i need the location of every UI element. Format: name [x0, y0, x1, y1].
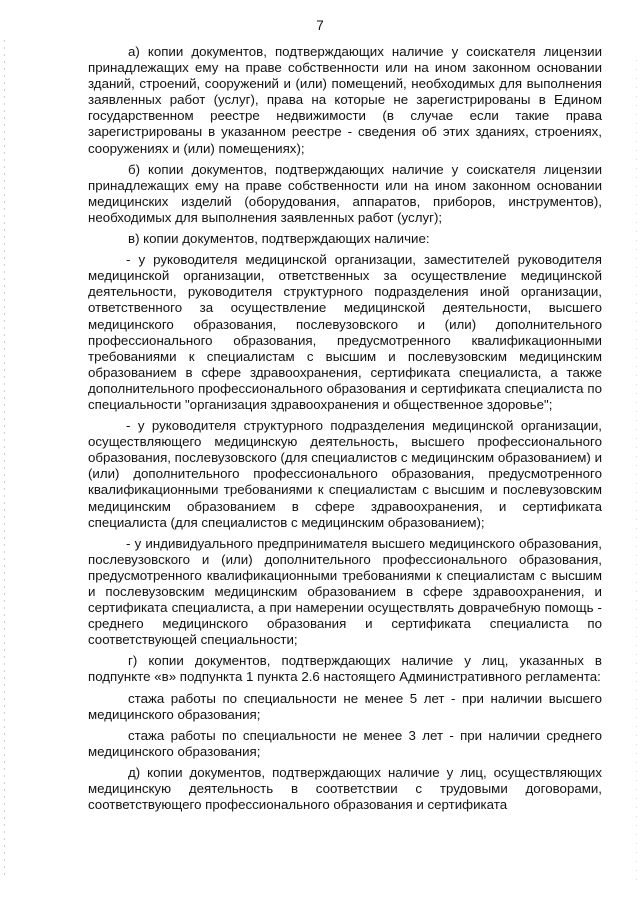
list-item-head-of-organization: - у руководителя медицинской организации, заместителей руководителя медицинской организации, ответственных за осуществление медицинской деятельности, руководителя структурного подразделения иной организации, ответственного за осуществление медицинской деятельности, высшего медицинского образования, послевузовского и (или) дополнительного профессионального образования, предусмотренного квалификационными требованиями к специалистам с высшим и послевузовским медицинским образованием в сфере здравоохранения, сертификата специалиста, а также дополнительного профессионального образования и сертификата специалиста по специальности "организация здравоохранения и общественное здоровье"; [88, 252, 602, 412]
page-number: 7 [316, 18, 324, 33]
paragraph-g: г) копии документов, подтверждающих наличие у лиц, указанных в подпункте «в» подпункта 1 пункта 2.6 настоящего Административного регламента: [88, 653, 602, 685]
list-item-experience-secondary: стажа работы по специальности не менее 3 лет - при наличии среднего медицинского образования; [88, 727, 602, 759]
list-item-individual-entrepreneur: - у индивидуального предпринимателя высшего медицинского образования, послевузовского и (или) дополнительного профессионального образования, предусмотренного квалификационными требованиями к специалистам с высшим и послевузовским медицинским образованием в сфере здравоохранения, и сертификата специалиста, а при намерении осуществлять доврачебную помощь - среднего медицинского образования и сертификата специалиста по соответствующей специальности; [88, 535, 602, 648]
list-item-experience-higher: стажа работы по специальности не менее 5 лет - при наличии высшего медицинского образования; [88, 690, 602, 722]
paragraph-d: д) копии документов, подтверждающих наличие у лиц, осуществляющих медицинскую деятельность в соответствии с трудовыми договорами, соответствующего профессионального образования и сертификата [88, 764, 602, 813]
scan-edge-right [636, 60, 637, 880]
document-body [88, 44, 602, 818]
paragraph-b: б) копии документов, подтверждающих наличие у соискателя лицензии принадлежащих ему на праве собственности или на ином законном основании медицинских изделий (оборудования, аппаратов, приборов, инструментов), необходимых для выполнения заявленных работ (услуг); [88, 161, 602, 225]
scan-edge-left [4, 40, 5, 880]
list-item-head-of-unit: - у руководителя структурного подразделения медицинской организации, осуществляющего медицинскую деятельность, высшего профессионального образования, послевузовского (для специалистов с медицинским образованием) и (или) дополнительного профессионального образования, предусмотренного квалификационными требованиями к специалистам с высшим и послевузовским медицинским образованием в сфере здравоохранения, и сертификата специалиста (для специалистов с медицинским образованием); [88, 418, 602, 530]
paragraph-a: а) копии документов, подтверждающих наличие у соискателя лицензии принадлежащих ему на праве собственности или на ином законном основании зданий, строений, сооружений и (или) помещений, необходимых для выполнения заявленных работ (услуг), права на которые не зарегистрированы в Едином государственном реестре недвижимости (в случае если такие права зарегистрированы в указанном реестре - сведения об этих зданиях, строениях, сооружениях и (или) помещениях); [88, 44, 602, 156]
paragraph-v: в) копии документов, подтверждающих наличие: [128, 231, 430, 247]
